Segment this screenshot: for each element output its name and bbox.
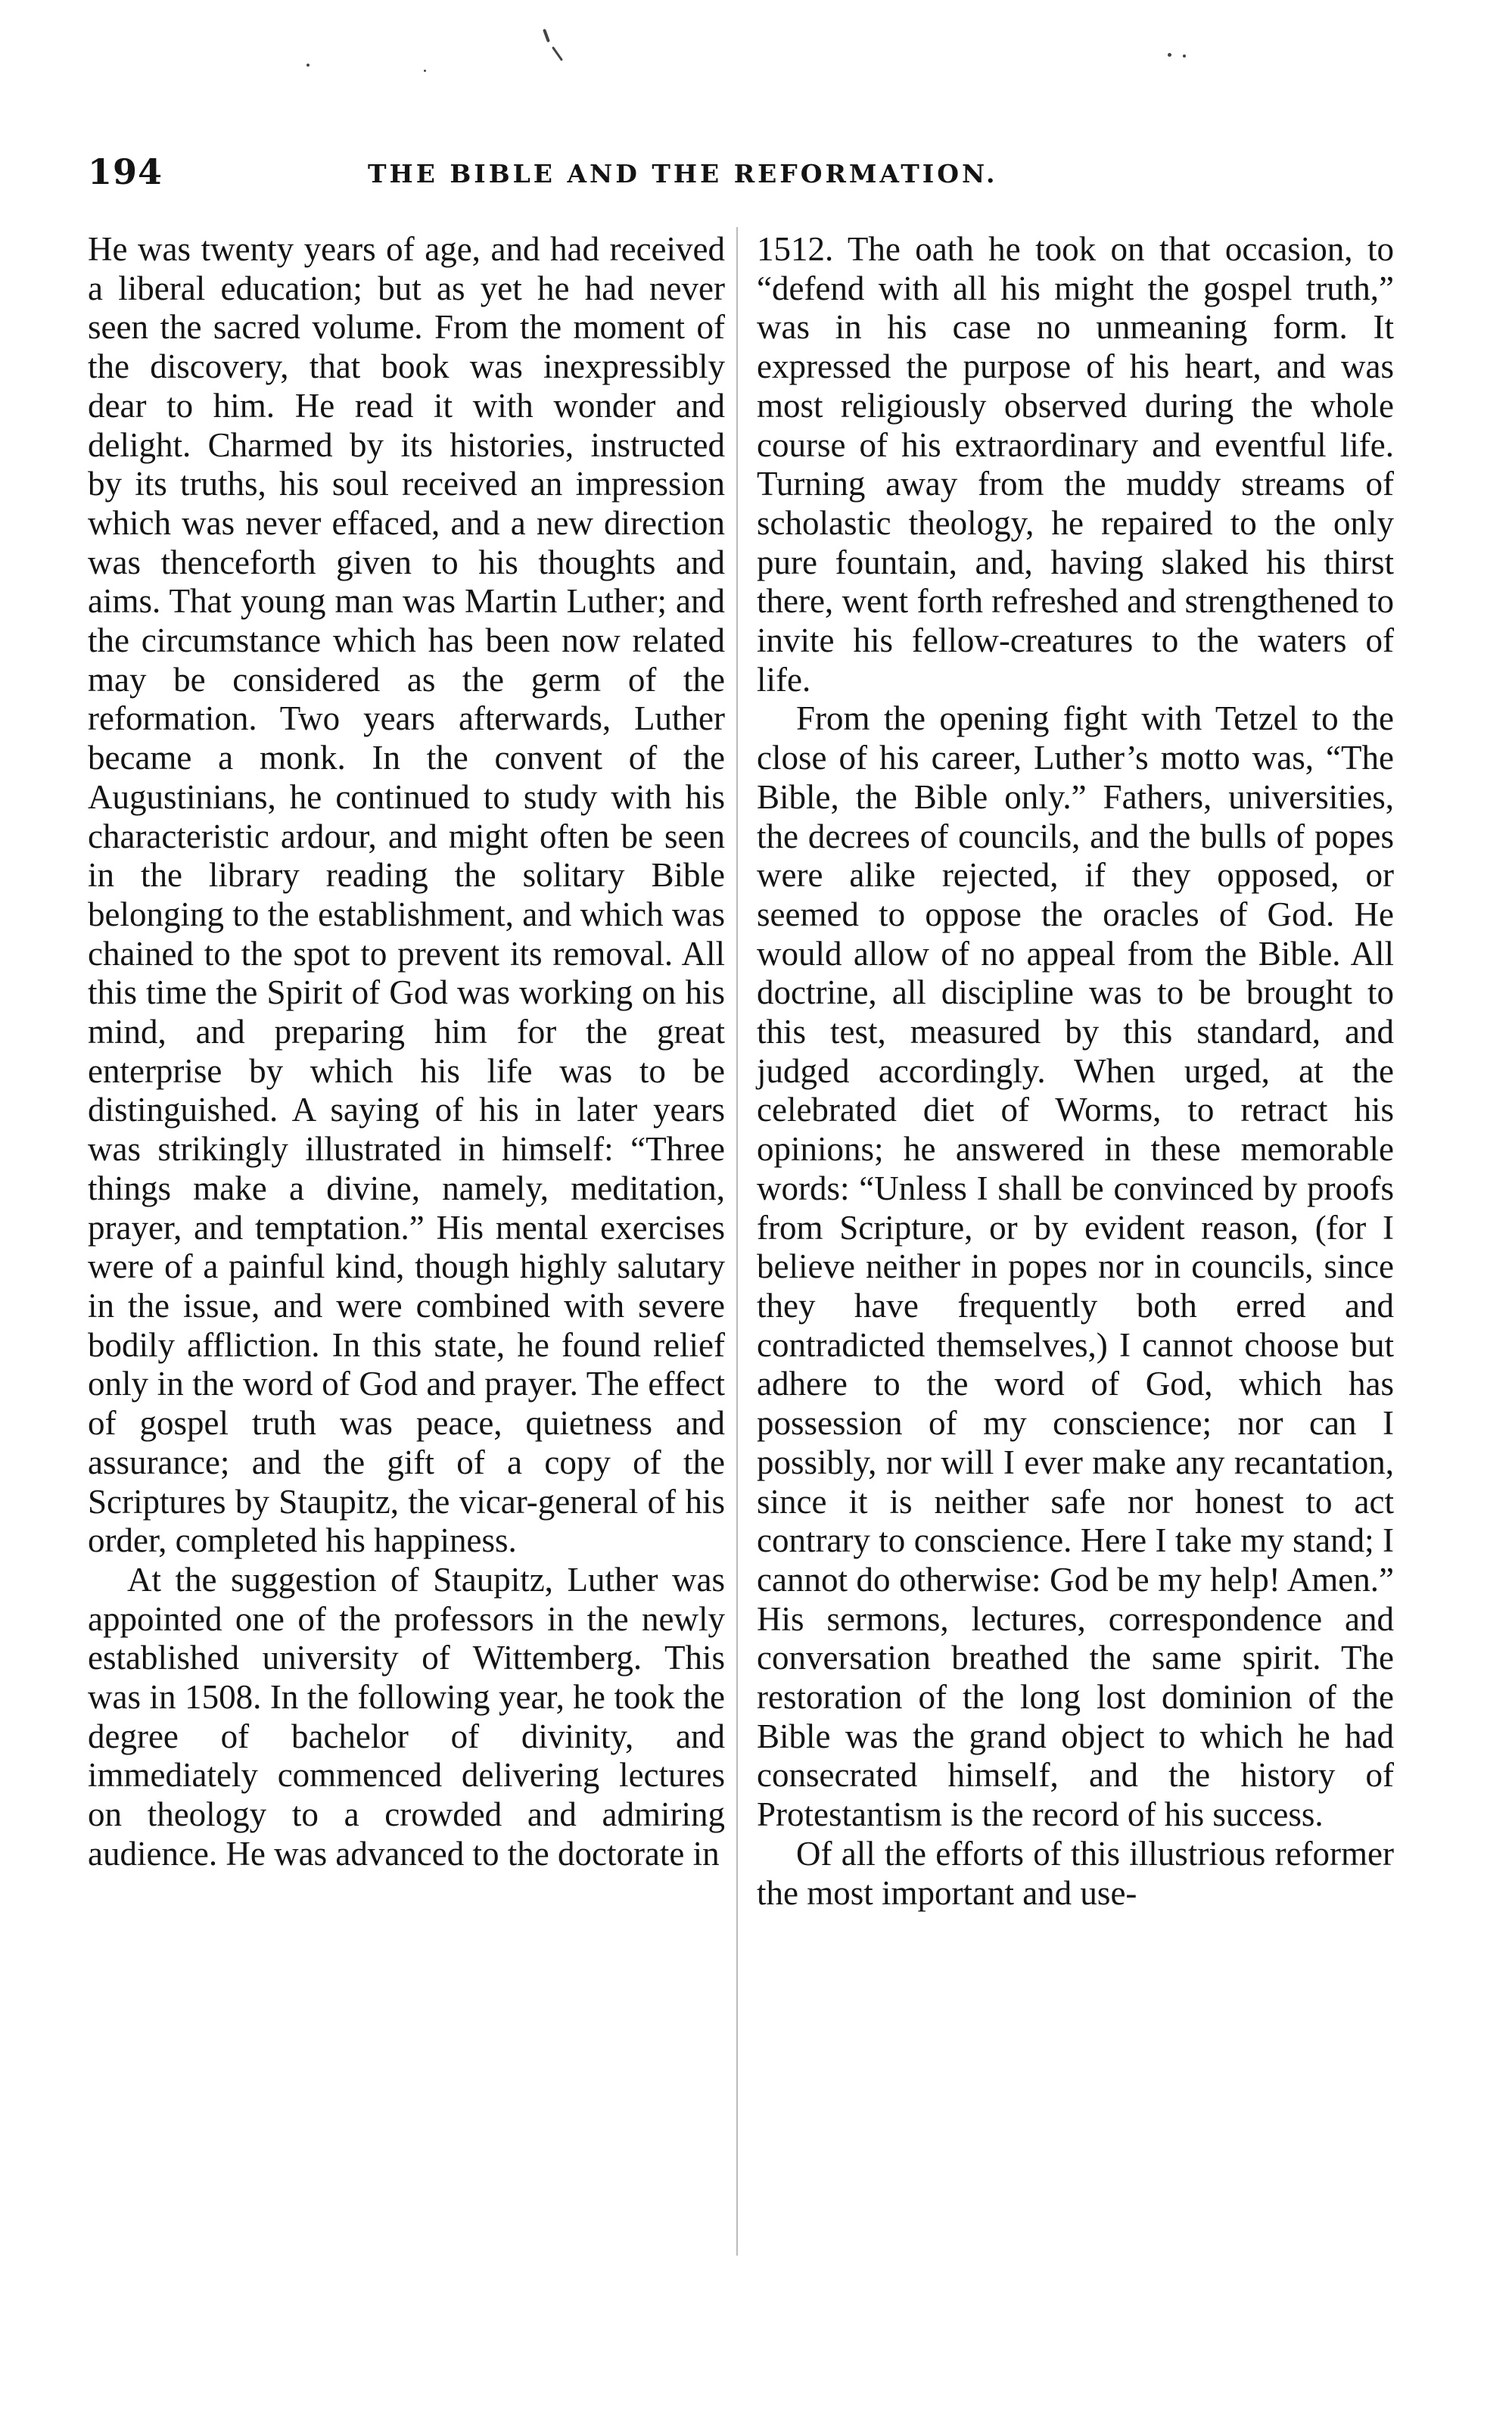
ink-speck [1183, 54, 1186, 58]
column-divider [736, 227, 738, 2256]
running-title: THE BIBLE AND THE REFORMATION. [368, 159, 998, 188]
ink-speck [552, 46, 563, 61]
page-number: 194 [88, 151, 163, 192]
paragraph: From the opening fight with Tetzel to the close of his career, Luther’s motto was, “The Bible, the Bible only.” Fathers, universities, the decrees of councils, and the bulls of popes were alike rejected, if they opposed, or seemed to oppose the oracles of God. He would allow of no appeal from the Bible. All doctrine, all discipline was to be brought to this test, measured by this standard, and judged accordingly. When urged, at the celebrated diet of Worms, to retract his opinions; he answered in these memorable words: “Unless I shall be convinced by proofs from Scripture, or by evident reason, (for I believe neither in popes nor in councils, since they have frequently both erred and contradicted themselves,) I cannot choose but adhere to the word of God, which has possession of my conscience; nor can I possibly, nor will I ever make any recantation, since it is neither safe nor honest to act contrary to conscience. Here I take my stand; I cannot do otherwise: God be my help! Amen.” His sermons, lectures, correspondence and conversation breathed the same spirit. The restoration of the long lost dominion of the Bible was the grand object to which he had consecrated himself, and the history of Protestantism is the record of his success. [757, 699, 1394, 1834]
ink-speck [424, 70, 426, 72]
left-column [88, 230, 725, 1874]
paragraph: At the suggestion of Staupitz, Luther was appointed one of the professors in the newly established university of Wittemberg. This was in 1508. In the following year, he took the degree of bachelor of divinity, and immediately commenced delivering lectures on theology to a crowded and admiring audience. He was advanced to the doctorate in [88, 1560, 725, 1873]
ink-speck [1168, 53, 1171, 57]
right-column [757, 230, 1394, 1913]
page-header [88, 151, 1359, 197]
paragraph: Of all the efforts of this illustrious reformer the most important and use- [757, 1834, 1394, 1912]
paragraph: 1512. The oath he took on that occasion, to “defend with all his might the gospel truth,” was in his case no unmeaning form. It expressed the purpose of his heart, and was most religiously observed during the whole course of his extraordinary and eventful life. Turning away from the muddy streams of scholastic theology, he repaired to the only pure fountain, and, having slaked his thirst there, went forth refreshed and strengthened to invite his fellow-creatures to the waters of life. [757, 230, 1394, 699]
ink-speck [306, 64, 310, 67]
paragraph: He was twenty years of age, and had received a liberal education; but as yet he had never seen the sacred volume. From the moment of the discovery, that book was inexpressibly dear to him. He read it with wonder and delight. Charmed by its histories, instructed by its truths, his soul received an impression which was never effaced, and a new direction was thenceforth given to his thoughts and aims. That young man was Martin Luther; and the circumstance which has been now related may be considered as the germ of the reformation. Two years afterwards, Luther became a monk. In the convent of the Augustinians, he continued to study with his characteristic ardour, and might often be seen in the library reading the solitary Bible belonging to the establishment, and which was chained to the spot to prevent its removal. All this time the Spirit of God was working on his mind, and preparing him for the great enterprise by which his life was to be distinguished. A saying of his in later years was strikingly illustrated in himself: “Three things make a divine, namely, meditation, prayer, and temptation.” His mental exercises were of a painful kind, though highly salutary in the issue, and were combined with severe bodily affliction. In this state, he found relief only in the word of God and prayer. The effect of gospel truth was peace, quietness and assurance; and the gift of a copy of the Scriptures by Staupitz, the vicar-general of his order, completed his happiness. [88, 230, 725, 1560]
ink-speck [543, 29, 550, 42]
